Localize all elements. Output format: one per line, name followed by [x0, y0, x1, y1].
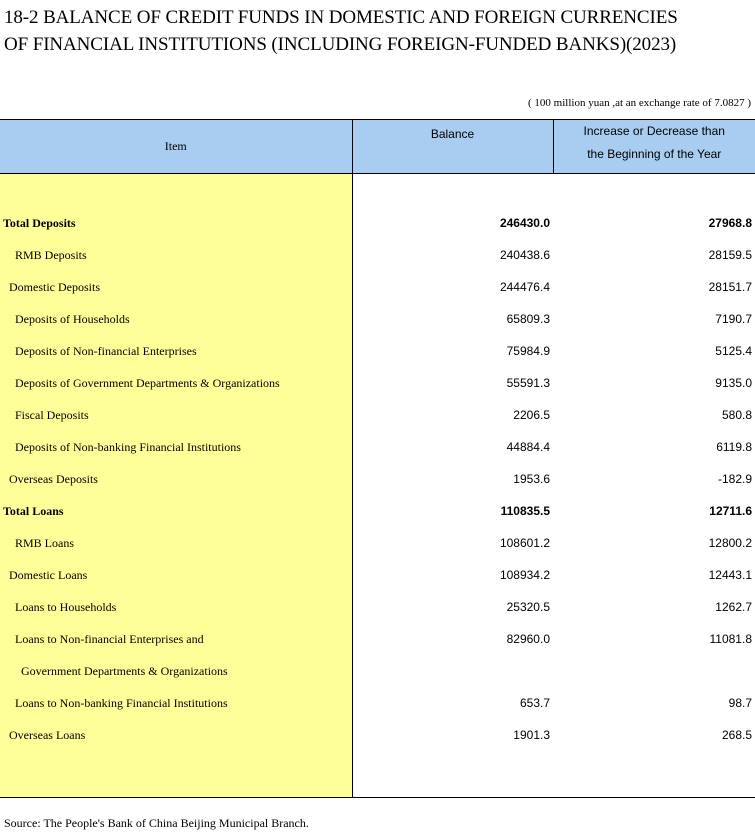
- spacer-row: [0, 174, 755, 208]
- row-balance-value: 240438.6: [499, 248, 550, 262]
- row-item-label: RMB Loans: [0, 527, 352, 559]
- row-change-value: 268.5: [721, 728, 752, 742]
- row-item-label: Government Departments & Organizations: [0, 655, 352, 687]
- table-row-overseas-deposits: [0, 463, 755, 495]
- row-balance-value: 82960.0: [506, 632, 550, 646]
- spacer-row: [0, 751, 755, 798]
- row-balance-value: 653.7: [519, 696, 550, 710]
- table-row-loans-to-non-financial-enterprises: [0, 623, 755, 655]
- row-item-label: Deposits of Non-banking Financial Institutions: [0, 431, 352, 463]
- table-title-line-1: 18-2 BALANCE OF CREDIT FUNDS IN DOMESTIC AND FOREIGN CURRENCIES: [4, 7, 678, 28]
- row-change-value: 98.7: [728, 696, 752, 710]
- row-item-label: Domestic Loans: [0, 559, 352, 591]
- row-item-label: Deposits of Non-financial Enterprises: [0, 335, 352, 367]
- table-title: [4, 4, 754, 58]
- column-header-item: Item: [0, 120, 352, 174]
- row-item-label: Overseas Deposits: [0, 463, 352, 495]
- row-balance-value: 110835.5: [500, 504, 550, 518]
- row-change-value: 580.8: [721, 408, 752, 422]
- row-item-label: Deposits of Households: [0, 303, 352, 335]
- table-row-loans-to-households: [0, 591, 755, 623]
- row-balance-value: 25320.5: [506, 600, 550, 614]
- row-balance-value: 65809.3: [506, 312, 550, 326]
- row-item-label: Loans to Non-financial Enterprises and: [0, 623, 352, 655]
- column-header-change-line-1: Increase or Decrease than: [583, 124, 725, 138]
- credit-funds-table: [0, 119, 755, 798]
- row-change-value: 27968.8: [708, 216, 752, 230]
- row-balance-value: 44884.4: [506, 440, 550, 454]
- table-row-fiscal-deposits: [0, 399, 755, 431]
- unit-note: ( 100 million yuan ,at an exchange rate of 7.0827 ): [528, 97, 751, 109]
- table-row-loans-to-government-continuation: [0, 655, 755, 687]
- row-balance-value: 1953.6: [513, 472, 550, 486]
- row-balance-value: [352, 655, 553, 687]
- row-item-label: Overseas Loans: [0, 719, 352, 751]
- row-change-value: 12443.1: [708, 568, 752, 582]
- source-note: Source: The People's Bank of China Beijing Municipal Branch.: [4, 816, 309, 830]
- row-change-value: 7190.7: [715, 312, 752, 326]
- table-row-rmb-loans: [0, 527, 755, 559]
- row-change-value: 9135.0: [715, 376, 752, 390]
- table-row-deposits-of-non-banking: [0, 431, 755, 463]
- row-item-label: Total Deposits: [0, 207, 352, 239]
- row-item-label: Loans to Households: [0, 591, 352, 623]
- row-balance-value: 2206.5: [513, 408, 550, 422]
- row-change-value: 12800.2: [708, 536, 752, 550]
- table-row-loans-to-non-banking: [0, 687, 755, 719]
- row-item-label: Loans to Non-banking Financial Institutions: [0, 687, 352, 719]
- row-balance-value: 75984.9: [506, 344, 550, 358]
- row-change-value: 11081.8: [709, 632, 752, 646]
- row-change-value: 5125.4: [715, 344, 752, 358]
- row-item-label: Total Loans: [0, 495, 352, 527]
- row-change-value: 1262.7: [715, 600, 752, 614]
- row-change-value: -182.9: [717, 472, 752, 486]
- table-row-domestic-loans: [0, 559, 755, 591]
- row-balance-value: 108601.2: [499, 536, 550, 550]
- table-row-deposits-of-households: [0, 303, 755, 335]
- table-row-deposits-of-government: [0, 367, 755, 399]
- row-balance-value: 1901.3: [513, 728, 550, 742]
- row-item-label: Domestic Deposits: [0, 271, 352, 303]
- table-header-row: [0, 120, 755, 174]
- row-change-value: 6119.8: [716, 440, 752, 454]
- table-row-rmb-deposits: [0, 239, 755, 271]
- row-balance-value: 55591.3: [506, 376, 550, 390]
- row-change-value: 28159.5: [708, 248, 752, 262]
- row-balance-value: 246430.0: [499, 216, 550, 230]
- table-row-total-deposits: [0, 207, 755, 239]
- row-item-label: RMB Deposits: [0, 239, 352, 271]
- table-row-domestic-deposits: [0, 271, 755, 303]
- row-item-label: Deposits of Government Departments & Organizations: [0, 367, 352, 399]
- row-balance-value: 108934.2: [499, 568, 550, 582]
- column-header-change-line-2: the Beginning of the Year: [587, 147, 722, 161]
- row-change-value: [553, 655, 755, 687]
- table-row-deposits-of-non-financial-enterprises: [0, 335, 755, 367]
- row-item-label: Fiscal Deposits: [0, 399, 352, 431]
- column-header-change: [553, 120, 755, 174]
- table-title-line-2: OF FINANCIAL INSTITUTIONS (INCLUDING FOREIGN-FUNDED BANKS)(2023): [4, 34, 677, 55]
- row-change-value: 12711.6: [709, 504, 752, 518]
- column-header-balance: Balance: [352, 120, 553, 174]
- row-balance-value: 244476.4: [499, 280, 550, 294]
- table-row-overseas-loans: [0, 719, 755, 751]
- row-change-value: 28151.7: [708, 280, 752, 294]
- table-row-total-loans: [0, 495, 755, 527]
